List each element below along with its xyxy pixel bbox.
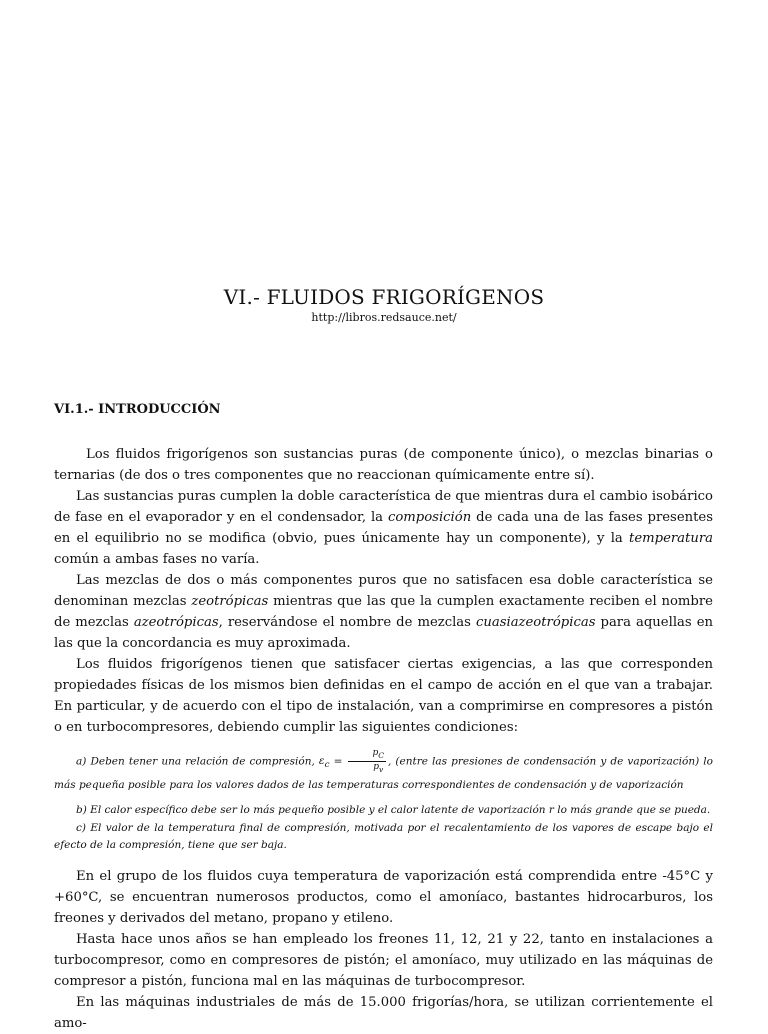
paragraph-6: Hasta hace unos años se han empleado los freones 11, 12, 21 y 22, tanto en instalaciones a turbocompresor, como en compresores de pistón; el amoníaco, muy utilizado en las máquinas de compresor a pistón, funciona mal en las máquinas de turbocompresor. [54,932,713,989]
conditions-b-c [54,800,713,854]
emphasis-zeotropicas: zeotrópicas [191,594,269,609]
source-url: http://libros.redsauce.net/ [311,311,457,324]
emphasis-azeotropicas: azeotrópicas [133,615,219,630]
paragraph-3: Las mezclas de dos o más componentes puros que no satisfacen esa doble característica se denominan mezclas zeotrópicas mientras que las que la cumplen exactamente reciben el nombre de mezclas azeotrópicas, reservándose el nombre de mezclas cuasiazeotrópicas para aquellas en las que la concordancia es muy aproximada. [54,573,713,651]
emphasis-cuasiazeotropicas: cuasiazeotrópicas [475,615,596,630]
intro-text-block [54,444,713,738]
paragraph-4: Los fluidos frigorígenos tienen que satisfacer ciertas exigencias, a las que corresponden propiedades físicas de los mismos bien definidas en el campo de acción en el que van a trabajar. En particular, y de acuerdo con el tipo de instalación, van a comprimirse en compresores a pistón o en turbocompresores, debiendo cumplir las siguientes condiciones: [54,657,713,735]
page-title: VI.- FLUIDOS FRIGORÍGENOS [223,285,545,309]
section-heading: VI.1.- INTRODUCCIÓN [54,402,221,417]
condition-c: c) El valor de la temperatura final de compresión, motivada por el recalentamiento de los vapores de escape bajo el efecto de la compresión, tiene que ser baja. [54,822,713,851]
refrigerants-text-block [54,866,713,1034]
epsilon-symbol: $\varepsilon_c$ [318,755,330,771]
condition-a: a) Deben tener una relación de compresión, $\varepsilon_c$ = $\frac{p_C}{p_v}$ , (entre las presiones de condensación y de vaporización) lo más pequeña posible para los valores dados de las temperaturas correspondientes de condensación y de vaporización [54,748,713,792]
paragraph-7: En las máquinas industriales de más de 15.000 frigorías/hora, se utilizan corrientemente el amo- [54,995,713,1031]
emphasis-composicion: composición [387,510,472,525]
pressure-ratio-fraction: $\frac{p_C}{p_v}$ [348,748,386,775]
paragraph-2: Las sustancias puras cumplen la doble característica de que mientras dura el cambio isobárico de fase en el evaporador y en el condensador, la composición de cada una de las fases presentes en el equilibrio no se modifica (obvio, pues únicamente hay un componente), y la temperatura común a ambas fases no varía. [54,489,713,567]
paragraph-5: En el grupo de los fluidos cuya temperatura de vaporización está comprendida entre -45°C y +60°C, se encuentran numerosos productos, como el amoníaco, bastantes hidrocarburos, los freones y derivados del metano, propano y etileno. [54,869,713,926]
emphasis-temperatura: temperatura [629,531,713,546]
condition-b: b) El calor específico debe ser lo más pequeño posible y el calor latente de vaporización r lo más grande que se pueda. [76,804,711,816]
paragraph-1: Los fluidos frigorígenos son sustancias puras (de componente único), o mezclas binarias o ternarias (de dos o tres componentes que no reaccionan químicamente entre sí). [54,447,713,483]
